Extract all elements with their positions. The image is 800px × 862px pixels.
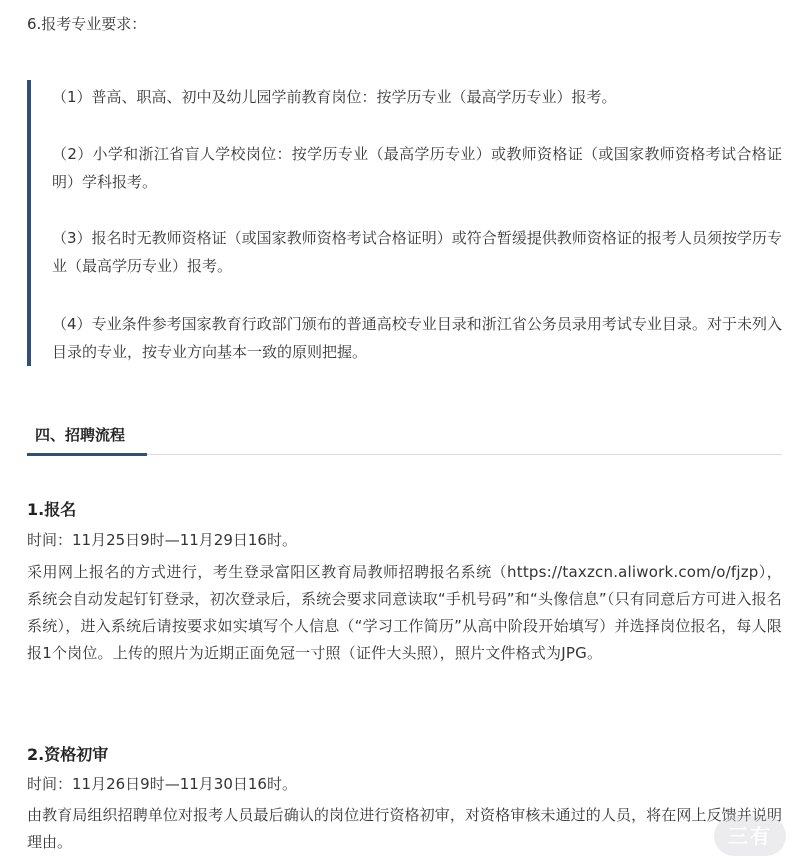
section-title: 四、招聘流程: [35, 426, 126, 444]
signup-heading: 1.报名: [27, 500, 77, 519]
requirements-quote-block: [27, 80, 782, 366]
section-title-bar: [27, 422, 782, 455]
requirement-item-2: （2）小学和浙江省盲人学校岗位：按学历专业（最高学历专业）或教师资格证（或国家教师资格考试合格证明）学科报考。: [52, 145, 782, 191]
requirement-item-3: （3）报名时无教师资格证（或国家教师资格考试合格证明）或符合暂缓提供教师资格证的报考人员须按学历专业（最高学历专业）报考。: [52, 229, 782, 275]
section-title-accent-line: [27, 453, 147, 456]
review-description: 由教育局组织招聘单位对报考人员最后确认的岗位进行资格初审，对资格审核未通过的人员，将在网上反馈并说明理由。: [27, 806, 782, 851]
major-requirement-heading: 6.报考专业要求：: [27, 15, 147, 33]
requirement-item-4: （4）专业条件参考国家教育行政部门颁布的普通高校专业目录和浙江省公务员录用考试专业目录。对于未列入目录的专业，按专业方向基本一致的原则把握。: [52, 315, 782, 361]
review-time: 时间：11月26日9时—11月30日16时。: [27, 775, 297, 793]
review-heading: 2.资格初审: [27, 745, 109, 764]
requirement-item-1: （1）普高、职高、初中及幼儿园学前教育岗位：按学历专业（最高学历专业）报考。: [52, 88, 617, 106]
watermark-badge: 三有: [714, 816, 786, 856]
signup-description: 采用网上报名的方式进行，考生登录富阳区教育局教师招聘报名系统（https://taxzcn.aliwork.com/o/fjzp），系统会自动发起钉钉登录，初次登录后，系统会要求同意读取“手机号码”和“头像信息”（只有同意后方可进入报名系统），进入系统后请按要求如实填写个人信息（“学习工作简历”从高中阶段开始填写）并选择岗位报名，每人限报1个岗位。上传的照片为近期正面免冠一寸照（证件大头照），照片文件格式为JPG。: [27, 563, 782, 662]
signup-time: 时间：11月25日9时—11月29日16时。: [27, 531, 297, 549]
